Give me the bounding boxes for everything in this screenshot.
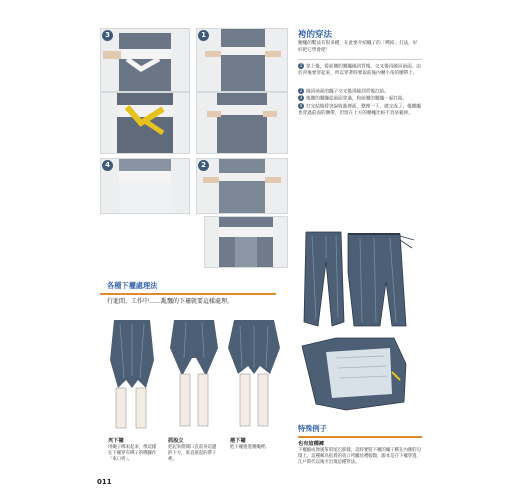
photo-badge-4: 4 [102,160,113,171]
figure-tying-step-2 [197,159,287,213]
figure-tying-yellow [101,93,189,153]
photo-step-4 [100,158,190,214]
caption-3-title: 捲下襬 [230,438,246,444]
photo-badge-3: 3 [102,30,113,41]
step-1 [298,63,422,77]
caption-1-body: 用繩子綁束起來，像這樣在下襬穿有綁子的綁腳作「束口袴」。 [108,445,157,463]
step-2-number: 2 [299,88,303,93]
photo-step-1b [196,92,288,154]
hakama-illustration [296,222,416,332]
figure-rolled-hem [226,318,282,434]
caption-3-body: 把下襬捲進腰繩裡。 [230,445,270,450]
step-3-number: 3 [299,95,303,100]
step-1-text: 穿上後，將前腰的腰繩繞到背後，交叉後再繞回前面。由於背後要穿起來，所以穿著時要取前後內腰小角的腰帶上。 [298,64,421,76]
figure-tying-step-3 [101,29,189,91]
section-title-wearing: 袴的穿法 [298,30,333,40]
photo-step-3b [100,92,190,154]
photo-finished-back [204,216,288,268]
step-1-number: 1 [299,63,303,68]
figure-tucked-sides [166,318,222,434]
step-4-number: 4 [299,103,303,108]
figure-tying-step-4 [101,159,189,213]
intro-divider [298,59,422,60]
hem-title-underline [100,293,276,295]
caption-1-title: 夾下襬 [108,438,124,444]
caption-2-title: 抓股立 [168,438,184,444]
step-4 [298,103,422,117]
special-hakama-illustration [296,334,420,414]
photo-step-1 [196,28,288,92]
photo-step-3 [100,28,190,92]
caption-2-body: 把起來側開口直前身這邊的下方，垂直捲起的帶子裡。 [168,445,217,463]
hem-subtitle: 行進間、工作中……亂飄的下襬就要這樣處理。 [107,298,234,305]
page-number: 011 [97,478,112,486]
special-body: 下襬縮成像風筝的尾巴那樣，這時要將下襬的繩子綁在內側的勾環上，這種稱為指貫的束口袴屬於禮服類，跟本是在下襬穿過，江戶時代以後才出現這種穿法。 [298,448,421,466]
section-title-special: 特殊例子 [298,424,327,433]
figure-tied-hem [104,318,160,434]
step-3-text: 後腰的腰繩從前面穿過，和前腰的腰繩一起打結。 [306,96,408,102]
photo-badge-2: 2 [198,160,209,171]
photo-step-2 [196,158,288,214]
step-4-text: 打完結後將突起收進裡面，整理一下，就完成了。後腰繩也穿過前面的腰帶，但留在上方的腰繩比較不容易鬆掉。 [298,104,421,116]
step-3 [298,95,422,103]
special-title-underline [298,436,422,438]
figure-tying-back [197,93,287,153]
figure-finished-back [205,217,287,267]
intro-paragraph: 腰繩的繫法有很多種，在此要介紹繩子的「綁結」打法，好好把它學會吧！ [298,41,418,53]
step-2-text: 繞回前面的繩子交叉後再繞到背後打結。 [306,89,389,95]
special-subtitle: 也有這種褲 [298,441,324,447]
photo-badge-1: 1 [198,30,209,41]
section-title-hem: 各種下襬處理法 [107,281,158,290]
figure-tying-step-1 [197,29,287,91]
